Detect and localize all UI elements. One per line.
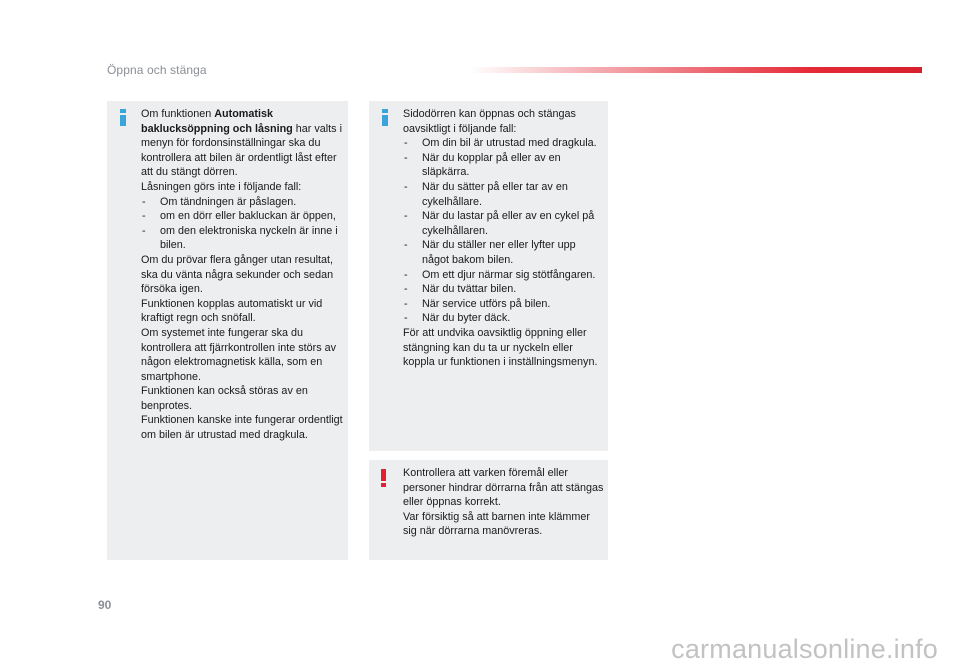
paragraph: Funktionen kanske inte fungerar ordentligt om bilen är utrustad med dragkula.: [141, 414, 343, 442]
list-item: - Om din bil är utrustad med dragkula.: [404, 137, 597, 150]
info-box-side-door: [369, 101, 608, 451]
paragraph: Var försiktig så att barnen inte klämmer sig när dörrarna manövreras.: [403, 510, 591, 538]
section-title: Öppna och stänga: [107, 63, 207, 77]
list-item: - om en dörr eller bakluckan är öppen,: [142, 210, 336, 223]
list-item: - När du ställer ner eller lyfter upp något bakom bilen.: [404, 239, 576, 266]
info-box-automatic-tailgate: [107, 101, 348, 560]
function-name: Automatisk baklucksöppning och låsning: [141, 108, 293, 135]
list-item: - När du lastar på eller av en cykel på cykelhållaren.: [404, 210, 595, 237]
page-number: 90: [98, 598, 112, 612]
info-box-text: [141, 107, 344, 443]
list-item: - När du kopplar på eller av en släpkärra.: [404, 151, 561, 179]
paragraph: Om du prövar flera gånger utan resultat, ska du vänta några sekunder och sedan försöka igen.: [141, 253, 334, 296]
list-item: - Om tändningen är påslagen.: [142, 195, 297, 208]
intro-paragraph: Sidodörren kan öppnas och stängas oavsiktligt i följande fall:: [403, 108, 576, 135]
paragraph: Om systemet inte fungerar ska du kontrollera att fjärrkontrollen inte störs av någon elektromagnetisk källa, som en smartphone.: [141, 326, 337, 383]
warning-box: [369, 460, 608, 560]
list-item: - När du sätter på eller tar av en cykelhållare.: [404, 180, 568, 208]
outro-paragraph: För att undvika oavsiktlig öppning eller stängning kan du ta ur nyckeln eller koppla ur funktionen i inställningsmenyn.: [403, 326, 598, 369]
paragraph: Funktionen kan också störas av en benprotes.: [141, 385, 308, 412]
info-box-text: [403, 107, 604, 370]
warning-icon: [381, 469, 387, 487]
warning-box-text: [403, 466, 604, 539]
list-item: - om den elektroniska nyckeln är inne i bilen.: [142, 224, 338, 252]
lock-condition-heading: Låsningen görs inte i följande fall:: [141, 180, 302, 193]
intro-paragraph: Om funktionen Automatisk baklucksöppning och låsning har valts i menyn för fordonsinställningar ska du kontrollera att bilen är ordentligt låst efter att du stängt dörren.: [141, 108, 342, 179]
title-accent-bar: [470, 67, 922, 73]
list-item: - När du byter däck.: [404, 312, 511, 325]
paragraph: Funktionen kopplas automatiskt ur vid kraftigt regn och snöfall.: [141, 297, 323, 325]
paragraph: Kontrollera att varken föremål eller personer hindrar dörrarna från att stängas eller öppnas korrekt.: [403, 467, 604, 509]
info-icon: [380, 109, 390, 126]
watermark: carmanualsonline.info: [671, 634, 938, 664]
list-item: - När du tvättar bilen.: [404, 283, 517, 296]
info-icon: [118, 109, 128, 126]
list-item: - När service utförs på bilen.: [404, 297, 551, 310]
list-item: - Om ett djur närmar sig stötfångaren.: [404, 268, 596, 281]
